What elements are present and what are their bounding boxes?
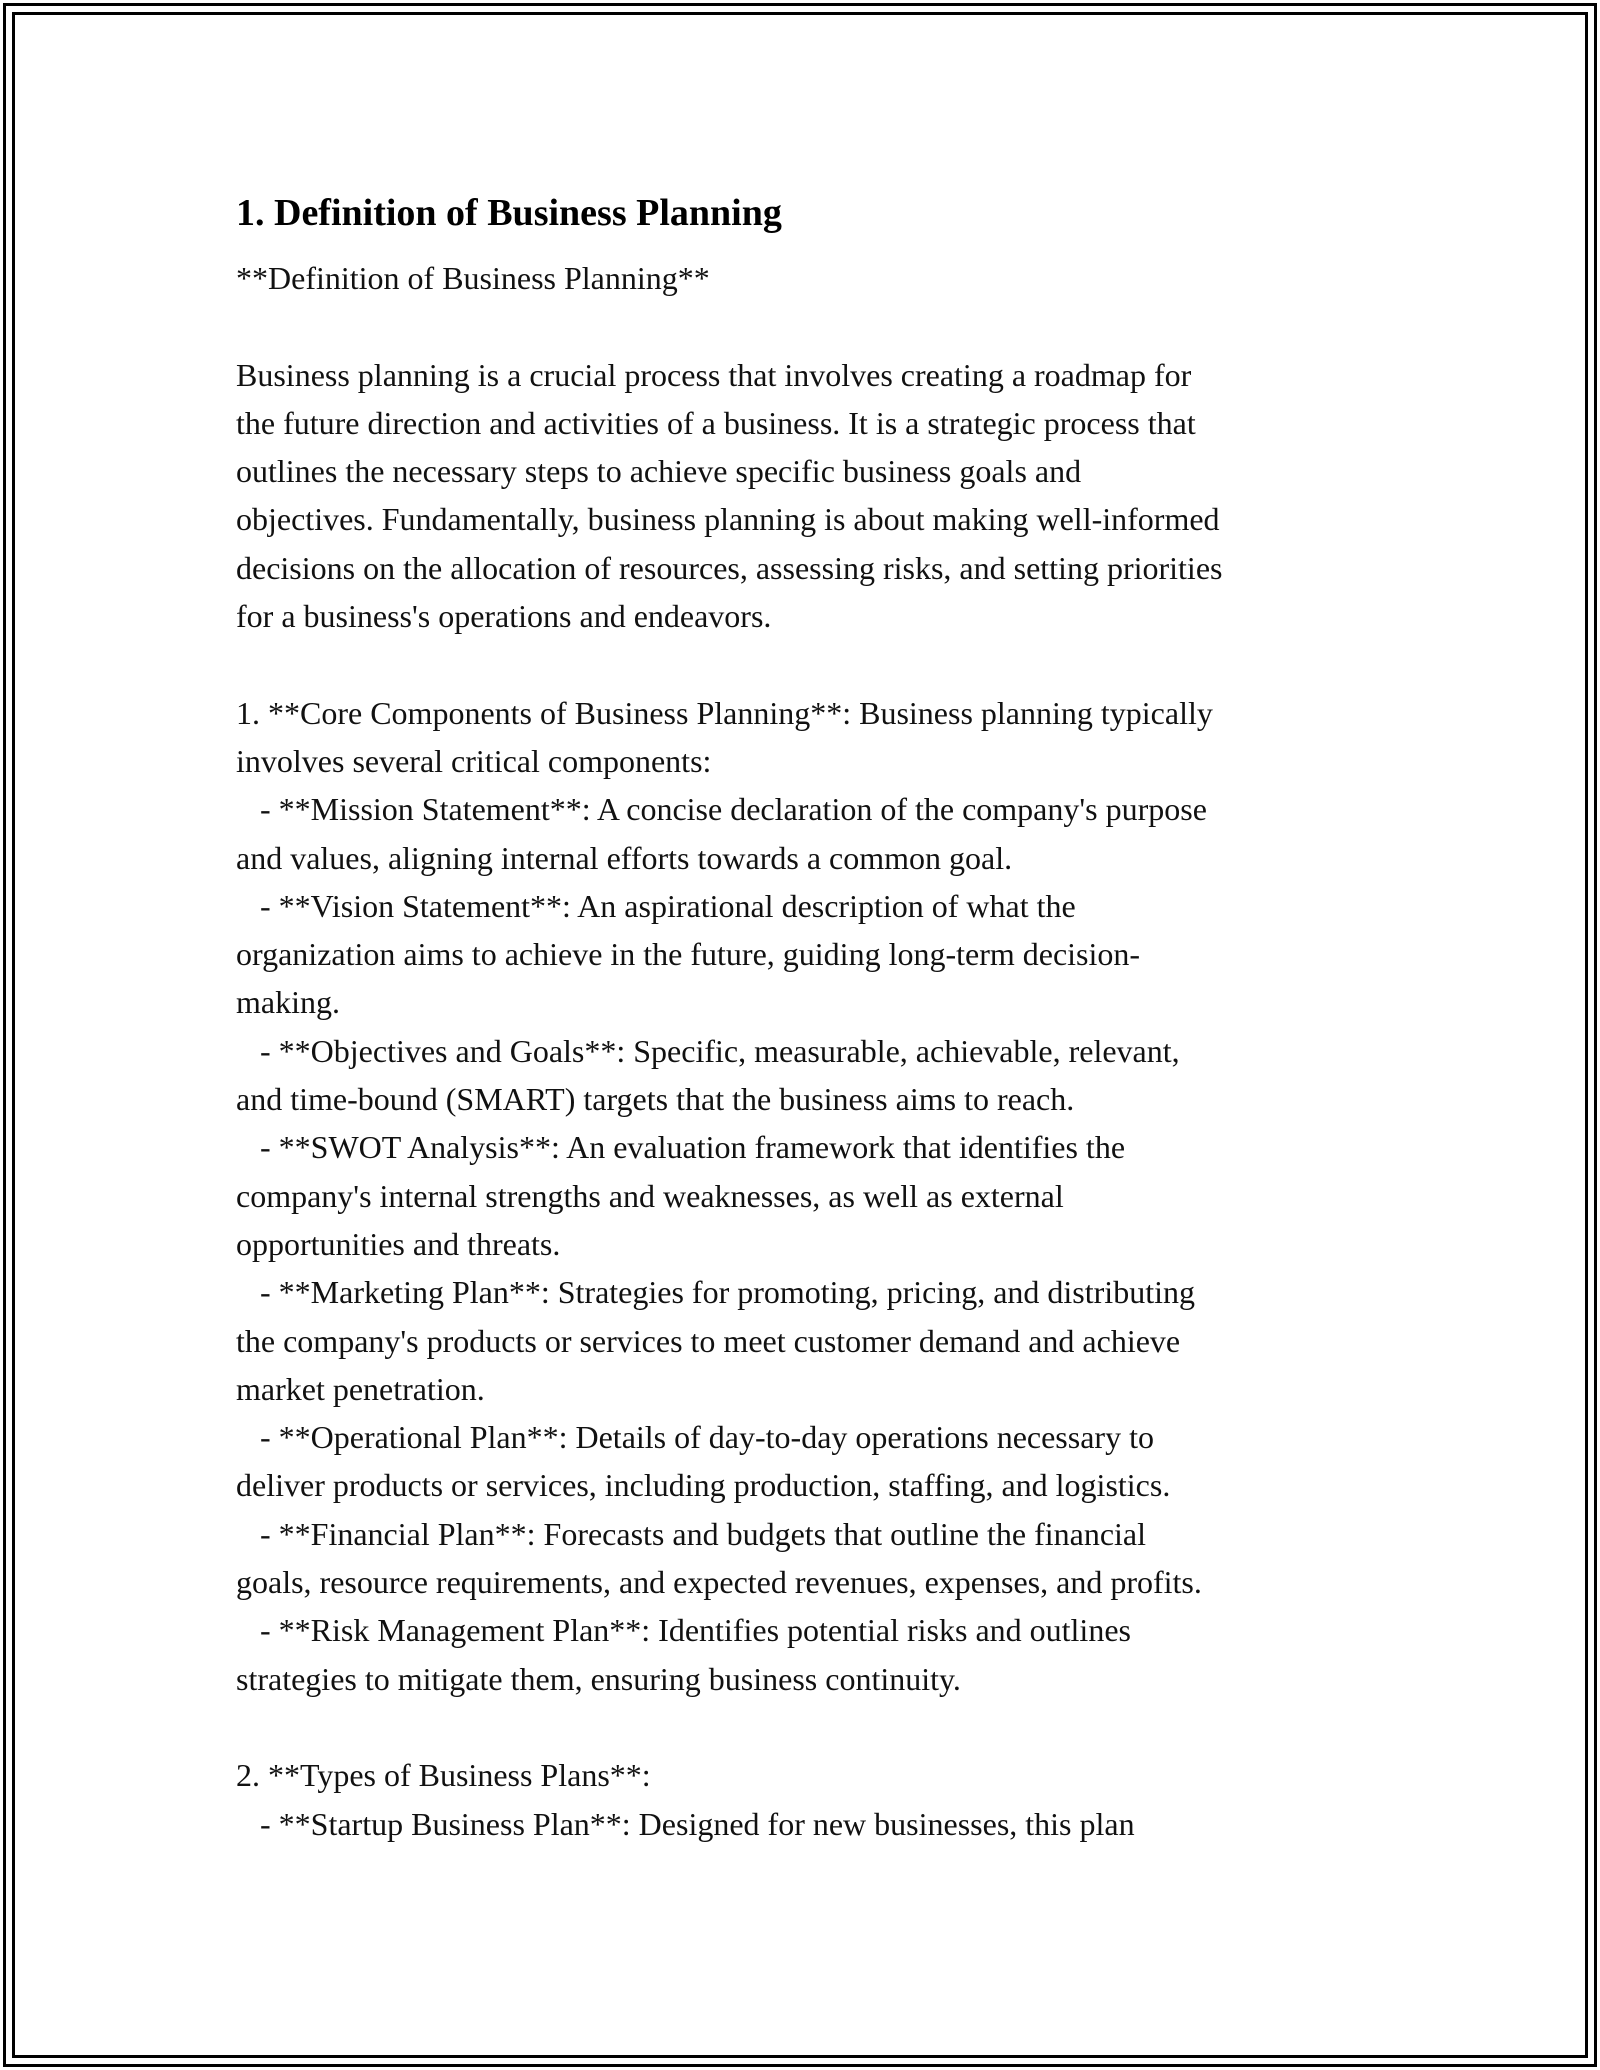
document-content [236, 183, 1386, 1848]
section-body-text: **Definition of Business Planning** Business planning is a crucial process that involves creating a roadmap for the future direction and activities of a business. It is a strategic process that outlines the necessary steps to achieve specific business goals and objectives. Fundamentally, business planning is about making well-informed decisions on the allocation of resources, assessing risks, and setting priorities for a business's operations and endeavors. 1. **Core Components of Business Planning**: Business planning typically involves several critical components: - **Mission Statement**: A concise declaration of the company's purpose and values, aligning internal efforts towards a common goal. - **Vision Statement**: An aspirational description of what the organization aims to achieve in the future, guiding long-term decision- making. - **Objectives and Goals**: Specific, measurable, achievable, relevant, and time-bound (SMART) targets that the business aims to reach. - **SWOT Analysis**: An evaluation framework that identifies the company's internal strengths and weaknesses, as well as external opportunities and threats. - **Marketing Plan**: Strategies for promoting, pricing, and distributing the company's products or services to meet customer demand and achieve market penetration. - **Operational Plan**: Details of day-to-day operations necessary to deliver products or services, including production, staffing, and logistics. - **Financial Plan**: Forecasts and budgets that outline the financial goals, resource requirements, and expected revenues, expenses, and profits. - **Risk Management Plan**: Identifies potential risks and outlines strategies to mitigate them, ensuring business continuity. 2. **Types of Business Plans**: - **Startup Business Plan**: Designed for new businesses, this plan [236, 260, 1223, 1842]
section-heading: 1. Definition of Business Planning [236, 192, 782, 234]
